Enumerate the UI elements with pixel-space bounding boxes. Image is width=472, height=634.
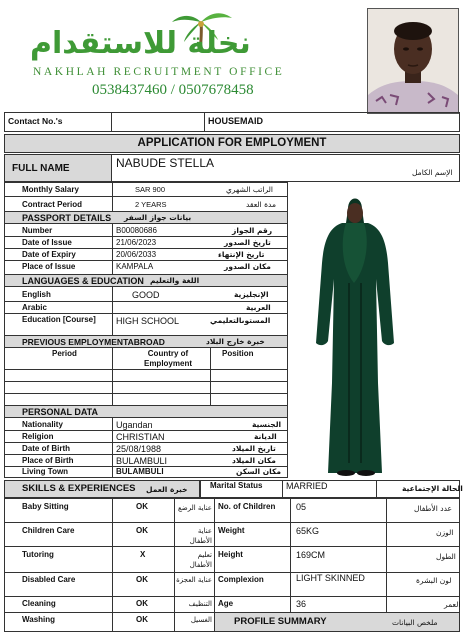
- weight-value: 65KG: [296, 526, 320, 536]
- education-arabic: المستوىالتعليمي: [210, 316, 271, 325]
- contact-label: Contact No.'s: [8, 116, 63, 126]
- marital-status-label: Marital Status: [210, 481, 263, 490]
- cleaning-arabic: التنظيف: [188, 600, 212, 608]
- height-arabic: الطول: [436, 552, 456, 561]
- age-value: 36: [296, 599, 307, 609]
- arabic-label: Arabic: [22, 303, 47, 312]
- previous-employment-heading: PREVIOUS EMPLOYMENTABROAD: [22, 337, 165, 347]
- page-title: APPLICATION FOR EMPLOYMENT: [137, 137, 327, 149]
- english-value: GOOD: [132, 290, 160, 300]
- height-value: 169CM: [296, 550, 326, 560]
- languages-heading: LANGUAGES & EDUCATION: [22, 276, 144, 286]
- date-of-expiry-label: Date of Expiry: [22, 250, 76, 259]
- date-of-expiry-arabic: تاريخ الإنتهاء: [218, 250, 265, 259]
- monthly-salary-arabic: الراتب الشهري: [226, 185, 273, 194]
- date-of-birth-label: Date of Birth: [22, 444, 70, 453]
- age-arabic: العمر: [444, 600, 461, 609]
- children-count-arabic: عدد الأطفال: [414, 504, 452, 513]
- baby-sitting-value: OK: [136, 502, 148, 511]
- full-name-label-arabic: الإسم الكامل: [412, 168, 453, 177]
- baby-sitting-label: Baby Sitting: [22, 502, 69, 511]
- tutoring-label: Tutoring: [22, 550, 54, 559]
- monthly-salary-label: Monthly Salary: [22, 185, 79, 194]
- marital-status-arabic: الحالة الإجتماعية: [402, 484, 463, 493]
- place-of-birth-value: BULAMBULI: [116, 456, 168, 466]
- date-of-issue-label: Date of Issue: [22, 238, 72, 247]
- religion-arabic: الديانة: [254, 432, 277, 441]
- profile-summary-arabic: ملخص البيانات: [392, 618, 438, 627]
- english-label: English: [22, 290, 51, 299]
- children-care-value: OK: [136, 526, 148, 535]
- complexion-arabic: لون البشرة: [416, 576, 452, 585]
- company-logo: [0, 0, 360, 105]
- passport-heading-arabic: بيانات جواز السفر: [124, 213, 192, 222]
- profile-summary-heading: PROFILE SUMMARY: [234, 616, 327, 627]
- passport-number-label: Number: [22, 226, 53, 235]
- passport-number-arabic: رقم الجواز: [232, 226, 273, 235]
- children-count-value: 05: [296, 502, 307, 512]
- disabled-care-label: Disabled Care: [22, 575, 76, 584]
- full-body-image: [290, 183, 460, 479]
- height-label: Height: [218, 550, 243, 559]
- full-body-photo: [290, 183, 460, 479]
- phone-numbers: 0538437460 / 0507678458: [92, 82, 254, 98]
- disabled-care-arabic: عناية العجزة: [176, 576, 212, 584]
- english-arabic: الإنجليزية: [234, 290, 269, 299]
- col-period: Period: [52, 349, 77, 358]
- complexion-value: LIGHT SKINNED: [296, 573, 365, 583]
- logo-english-text: NAKHLAH RECRUITMENT OFFICE: [33, 66, 285, 78]
- date-of-birth-arabic: تاريخ الميلاد: [232, 444, 276, 453]
- previous-employment-heading-arabic: خبرة خارج البلاد: [206, 337, 265, 346]
- education-label: Education [Course]: [22, 315, 96, 324]
- weight-arabic: الوزن: [436, 528, 454, 537]
- children-care-label: Children Care: [22, 526, 75, 535]
- living-town-label: Living Town: [22, 467, 69, 476]
- baby-sitting-arabic: عناية الرضع: [178, 504, 212, 512]
- marital-status-value: MARRIED: [286, 481, 328, 491]
- living-town-arabic: مكان السكن: [236, 467, 281, 476]
- full-name-label: FULL NAME: [12, 163, 70, 174]
- washing-value: OK: [136, 615, 148, 624]
- children-count-label: No. of Children: [218, 502, 276, 511]
- logo-arabic-text: نخلة للاستقدام: [30, 26, 251, 61]
- date-of-expiry-value: 20/06/2033: [116, 250, 157, 259]
- nationality-arabic: الجنسية: [252, 420, 282, 429]
- disabled-care-value: OK: [136, 575, 148, 584]
- col-position: Position: [222, 349, 254, 358]
- place-of-issue-value: KAMPALA: [116, 262, 154, 271]
- contract-period-arabic: مدة العقد: [246, 200, 276, 209]
- washing-arabic: الغسيل: [190, 616, 212, 624]
- place-of-birth-arabic: مكان الميلاد: [232, 456, 276, 465]
- children-care-arabic: عناية الأطفال: [189, 527, 212, 545]
- monthly-salary-value: SAR 900: [135, 185, 166, 194]
- weight-label: Weight: [218, 526, 245, 535]
- date-of-issue-arabic: تاريخ الصدور: [224, 238, 271, 247]
- date-of-issue-value: 21/06/2023: [116, 238, 157, 247]
- position-value: HOUSEMAID: [208, 116, 264, 126]
- religion-value: CHRISTIAN: [116, 432, 165, 442]
- skills-heading: SKILLS & EXPERIENCES: [22, 483, 136, 494]
- date-of-birth-value: 25/08/1988: [116, 444, 162, 454]
- passport-photo: [367, 8, 459, 114]
- place-of-issue-arabic: مكان الصدور: [224, 262, 271, 271]
- full-name-value: NABUDE STELLA: [116, 156, 215, 170]
- tutoring-value: X: [140, 550, 146, 559]
- arabic-arabic: العربية: [246, 303, 271, 312]
- contract-period-value: 2 YEARS: [135, 200, 167, 209]
- education-value: HIGH SCHOOL: [116, 316, 180, 326]
- age-label: Age: [218, 599, 234, 608]
- portrait-image: [368, 9, 458, 113]
- place-of-birth-label: Place of Birth: [22, 456, 74, 465]
- complexion-label: Complexion: [218, 575, 264, 584]
- nationality-value: Ugandan: [116, 420, 153, 430]
- personal-data-heading: PERSONAL DATA: [22, 407, 99, 417]
- contract-period-label: Contract Period: [22, 200, 83, 209]
- tutoring-arabic: تعليم الأطفال: [189, 551, 212, 569]
- passport-heading: PASSPORT DETAILS: [22, 213, 112, 223]
- passport-number-value: B00080686: [116, 226, 157, 235]
- washing-label: Washing: [22, 615, 56, 624]
- religion-label: Religion: [22, 432, 54, 441]
- place-of-issue-label: Place of Issue: [22, 262, 76, 271]
- skills-heading-arabic: خبرة العمل: [146, 485, 188, 494]
- col-country: Country of Employment: [143, 349, 192, 368]
- languages-heading-arabic: اللغة والتعليم: [150, 276, 200, 285]
- cleaning-value: OK: [136, 599, 148, 608]
- cleaning-label: Cleaning: [22, 599, 56, 608]
- nationality-label: Nationality: [22, 420, 63, 429]
- living-town-value: BULAMBULI: [116, 467, 164, 476]
